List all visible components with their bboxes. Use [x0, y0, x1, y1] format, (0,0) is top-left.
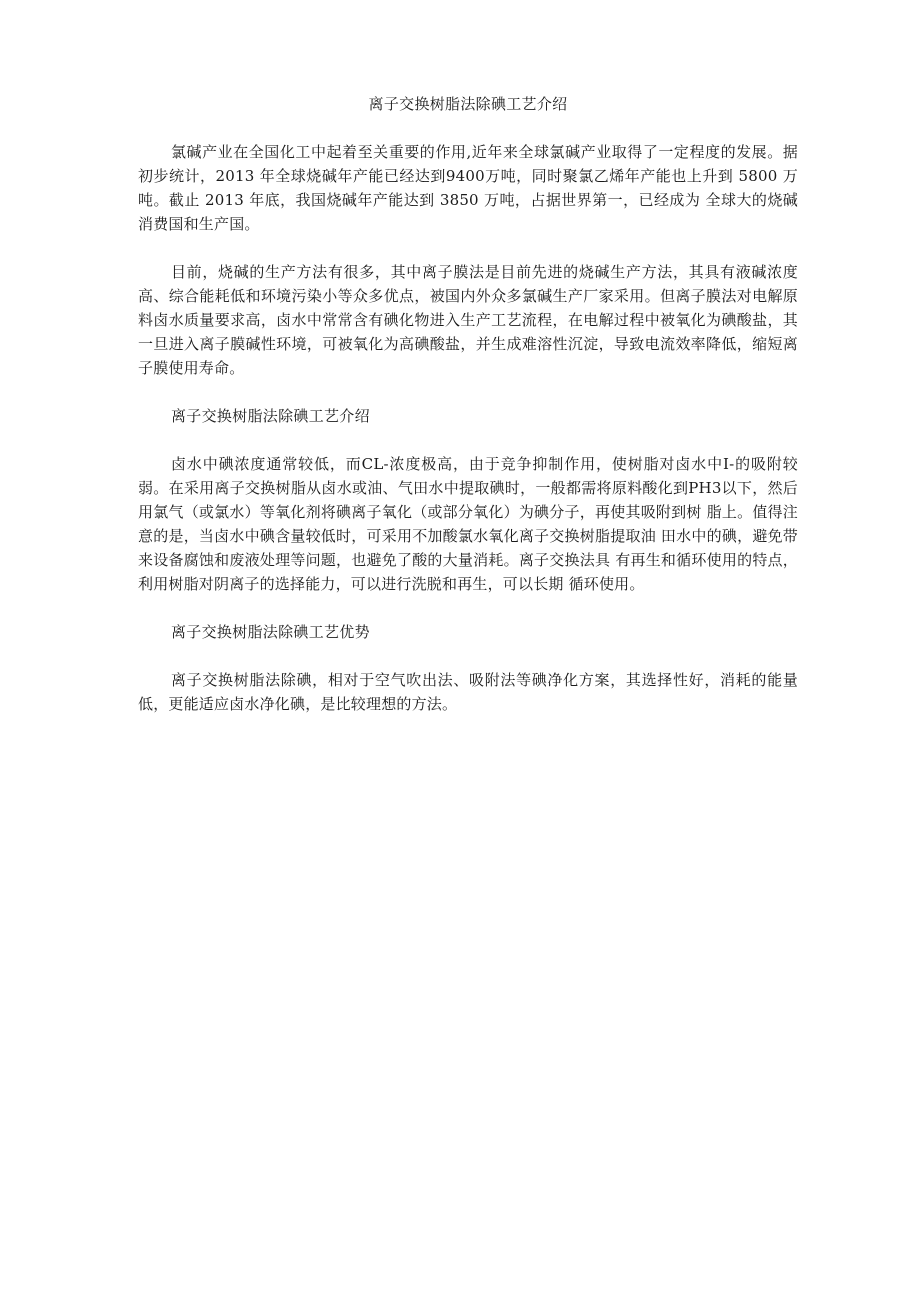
- paragraph-advantages: 离子交换树脂法除碘，相对于空气吹出法、吸附法等碘净化方案，其选择性好，消耗的能量低，更能适应卤水净化碘，是比较理想的方法。: [138, 671, 798, 713]
- section-heading-introduction: 离子交换树脂法除碘工艺介绍: [171, 407, 370, 425]
- section-heading-advantages: 离子交换树脂法除碘工艺优势: [171, 623, 370, 641]
- document-page: [138, 92, 798, 740]
- document-title: 离子交换树脂法除碘工艺介绍: [368, 95, 568, 113]
- paragraph-industry-overview: 氯碱产业在全国化工中起着至关重要的作用,近年来全球氯碱产业取得了一定程度的发展。据初步统计，2013 年全球烧碱年产能已经达到9400万吨，同时聚氯乙烯年产能也上升到 5800 万吨。截止 2013 年底，我国烧碱年产能达到 3850 万吨，占据世界第一，已经成为 全球大的烧碱消费国和生产国。: [138, 143, 798, 233]
- paragraph-process-description: 卤水中碘浓度通常较低，而CL-浓度极高，由于竞争抑制作用，使树脂对卤水中I-的吸附较弱。在采用离子交换树脂从卤水或油、气田水中提取碘时，一般都需将原料酸化到PH3以下，然后用氯气（或氯水）等氧化剂将碘离子氧化（或部分氧化）为碘分子，再使其吸附到树 脂上。值得注意的是，当卤水中碘含量较低时，可采用不加酸氯水氧化离子交换树脂提取油 田水中的碘，避免带来设备腐蚀和废液处理等问题，也避免了酸的大量消耗。离子交换法具 有再生和循环使用的特点，利用树脂对阴离子的选择能力，可以进行洗脱和再生，可以长期 循环使用。: [138, 455, 798, 593]
- paragraph-production-methods: 目前，烧碱的生产方法有很多，其中离子膜法是目前先进的烧碱生产方法，其具有液碱浓度高、综合能耗低和环境污染小等众多优点，被国内外众多氯碱生产厂家采用。但离子膜法对电解原料卤水质量要求高，卤水中常常含有碘化物进入生产工艺流程，在电解过程中被氧化为碘酸盐，其一旦进入离子膜碱性环境，可被氧化为高碘酸盐，并生成难溶性沉淀，导致电流效率降低，缩短离子膜使用寿命。: [138, 263, 798, 377]
